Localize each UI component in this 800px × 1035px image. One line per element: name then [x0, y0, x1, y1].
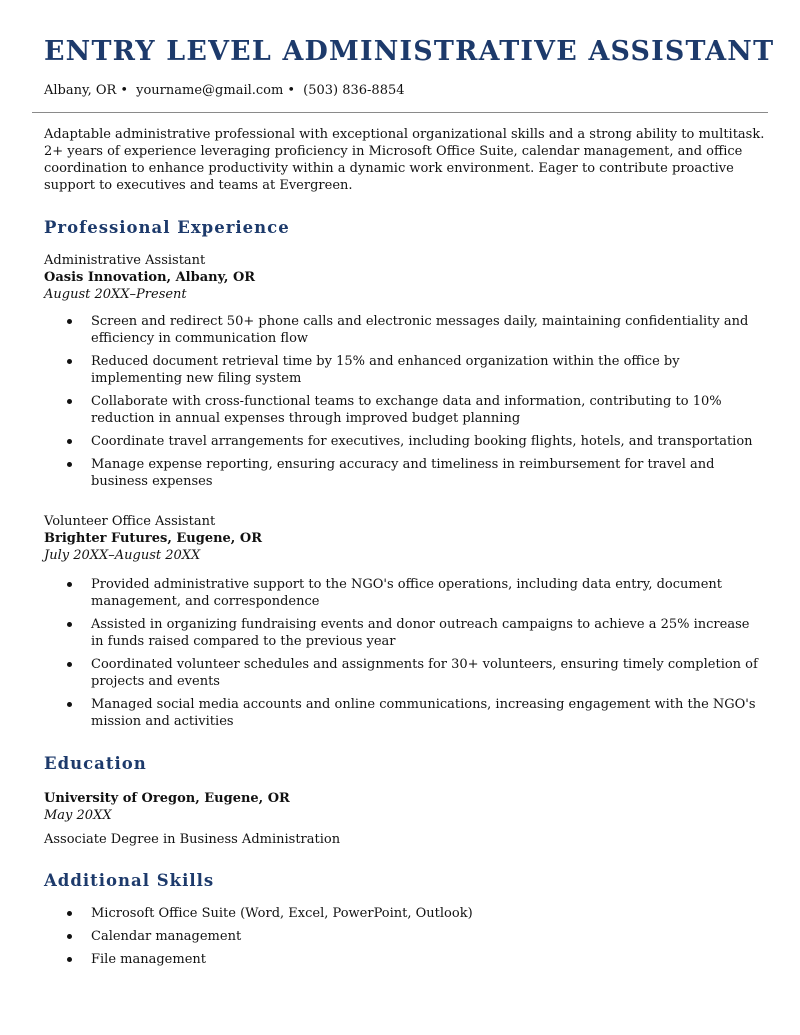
job-role: Administrative Assistant [44, 253, 206, 268]
bullet-icon [67, 662, 72, 667]
skill-text: Microsoft Office Suite (Word, Excel, PowerPoint, Outlook) [91, 906, 473, 921]
bullet-icon [67, 319, 72, 324]
skill-text: File management [91, 952, 206, 967]
skills-list [44, 905, 766, 974]
job-dates: August 20XX–Present [44, 287, 187, 302]
skill-text: Calendar management [91, 929, 242, 944]
contact-email: yourname@gmail.com [136, 83, 284, 98]
bullet-icon [67, 934, 72, 939]
bullet-icon [67, 399, 72, 404]
bullet-text: Screen and redirect 50+ phone calls and electronic messages daily, maintaining confidentiality and efficiency in communication flow [91, 314, 749, 346]
list-item [44, 433, 766, 450]
list-item [44, 313, 766, 347]
bullet-icon [67, 359, 72, 364]
contact-line [44, 83, 405, 98]
bullet-icon [67, 582, 72, 587]
list-item [44, 393, 766, 427]
list-item [44, 696, 766, 730]
bullet-icon [67, 957, 72, 962]
list-item [44, 951, 766, 968]
bullet-text: Provided administrative support to the NGO's office operations, including data entry, document management, and correspondence [91, 577, 723, 609]
summary-paragraph: Adaptable administrative professional with exceptional organizational skills and a strong ability to multitask. 2+ years of experience leveraging proficiency in Microsoft Office Suite, calendar management, and office coordination to enhance productivity within a dynamic work environment. Eager to contribute proactive support to executives and teams at Evergreen. [44, 127, 765, 193]
job-bullets [44, 313, 766, 496]
list-item [44, 456, 766, 490]
job-company: Oasis Innovation, Albany, OR [44, 270, 256, 285]
bullet-icon [67, 622, 72, 627]
bullet-text: Collaborate with cross-functional teams to exchange data and information, contributing to 10% reduction in annual expenses through improved budget planning [91, 394, 722, 426]
bullet-text: Coordinated volunteer schedules and assignments for 30+ volunteers, ensuring timely completion of projects and events [91, 657, 758, 689]
bullet-icon [67, 439, 72, 444]
bullet-text: Reduced document retrieval time by 15% and enhanced organization within the office by implementing new filing system [91, 354, 680, 386]
education-degree: Associate Degree in Business Administration [44, 832, 341, 847]
education-date: May 20XX [44, 808, 112, 823]
list-item [44, 616, 766, 650]
contact-location: Albany, OR [44, 83, 117, 98]
education-school: University of Oregon, Eugene, OR [44, 791, 290, 806]
contact-separator: • [120, 83, 128, 98]
contact-phone: (503) 836-8854 [303, 83, 405, 98]
bullet-icon [67, 911, 72, 916]
section-title-experience: Professional Experience [44, 218, 290, 237]
header-divider [32, 112, 768, 113]
list-item [44, 656, 766, 690]
bullet-text: Manage expense reporting, ensuring accuracy and timeliness in reimbursement for travel and business expenses [91, 457, 715, 489]
job-company: Brighter Futures, Eugene, OR [44, 531, 262, 546]
bullet-text: Managed social media accounts and online communications, increasing engagement with the NGO's mission and activities [91, 697, 756, 729]
job-dates: July 20XX–August 20XX [44, 548, 201, 563]
bullet-text: Assisted in organizing fundraising events and donor outreach campaigns to achieve a 25% increase in funds raised compared to the previous year [91, 617, 750, 649]
contact-separator: • [287, 83, 295, 98]
list-item [44, 928, 766, 945]
list-item [44, 576, 766, 610]
list-item [44, 905, 766, 922]
bullet-icon [67, 702, 72, 707]
section-title-education: Education [44, 754, 147, 773]
job-role: Volunteer Office Assistant [44, 514, 216, 529]
resume-name: ENTRY LEVEL ADMINISTRATIVE ASSISTANT [44, 36, 775, 67]
job-bullets [44, 576, 766, 736]
bullet-icon [67, 462, 72, 467]
bullet-text: Coordinate travel arrangements for executives, including booking flights, hotels, and transportation [91, 434, 753, 449]
section-title-skills: Additional Skills [44, 871, 215, 890]
list-item [44, 353, 766, 387]
